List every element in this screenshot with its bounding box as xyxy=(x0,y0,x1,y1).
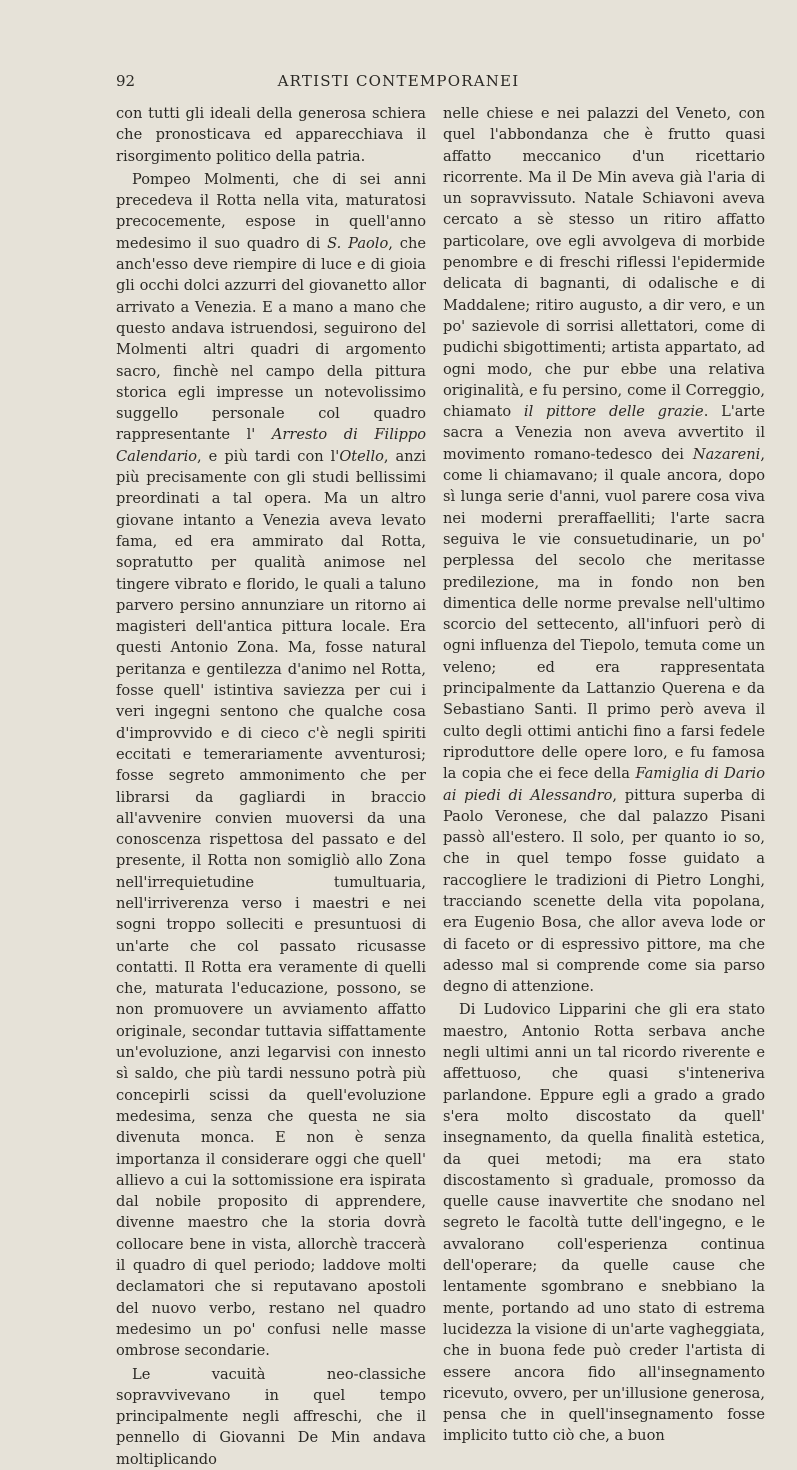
paragraph: con tutti gli ideali della generosa schiera che pronosticava ed apparecchiava il risorgimento politico della patria. xyxy=(116,105,426,165)
text-run: , pittura superba di Paolo Veronese, che dal palazzo Pisani passò all'estero. Il solo, per quanto io so, che in quel tempo fosse guidato a raccogliere le tradizioni di Pietro Longhi, tracciando scenette della vita popolana, era Eugenio Bosa, che allor aveva lode or di faceto or di espressivo pittore, ma che adesso mal si comprende come sia parso degno di attenzione. xyxy=(443,786,765,996)
paragraph xyxy=(116,169,426,1362)
paragraph: Di Ludovico Lipparini che gli era stato maestro, Antonio Rotta serbava anche negli ultimi anni un tal ricordo riverente e affettuoso, che quasi s'inteneriva parlandone. Eppure egli a grado a grado s'era molto discostato da quell' insegnamento, da quella finalità estetica, da quei metodi; ma era stato discostamento sì graduale, promosso da quelle cause inavvertite che snodano nel segreto le facoltà tutte dell'ingegno, e le avvalorano coll'esperienza continua dell'operare; da quelle cause che lentamente sgombrano e snebbiano la mente, portando ad uno stato di estrema lucidezza la visione di un'arte vagheggiata, che in buona fede può creder l'artista di essere ancora fido all'insegnamento ricevuto, ovvero, per un'illusione generosa, pensa che in quell'insegnamento fosse implicito tutto ciò che, a buon xyxy=(443,1001,765,1445)
page-number: 92 xyxy=(116,72,136,90)
paragraph: Le vacuità neo-classiche sopravvivevano in quel tempo principalmente negli affreschi, che il pennello di Giovanni De Min andava moltiplicando xyxy=(116,1365,426,1468)
paragraph xyxy=(443,103,765,997)
italic-title: Arresto di Filippo Calendario xyxy=(116,426,427,465)
text-run: Pompeo Molmenti, che di sei anni precedeva il Rotta nella vita, maturatosi precocemente, espose in quell'anno medesimo il suo quadro di xyxy=(116,170,426,252)
italic-title: Otello xyxy=(339,447,384,465)
right-text-column xyxy=(443,103,765,1447)
text-run: . L'arte sacra a Venezia non aveva avvertito il movimento romano-tedesco dei xyxy=(443,403,765,463)
italic-title: Famiglia di Dario ai piedi di Alessandro xyxy=(443,765,766,804)
italic-title: Nazareni xyxy=(692,445,761,463)
page-header xyxy=(0,72,797,96)
text-run: , come li chiamavano; il quale ancora, dopo sì lunga serie d'anni, vuol parere cosa viva nei moderni preraffaelliti; l'arte sacra seguiva le vie consuetudinarie, un po' perplessa del secolo che meritasse predilezione, ma in fondo non ben dimentica delle norme prevalse nell'ultimo scorcio del settecento, all'infuori però di ogni influenza del Tiepolo, temuta come un veleno; ed era rappresentata principalmente da Lattanzio Querena e da Sebastiano Santi. Il primo però aveva il culto degli ottimi antichi fino a farsi fedele riproduttore delle opere loro, e fu famosa la copia che ei fece della xyxy=(443,445,765,783)
italic-title: il pittore delle grazie xyxy=(523,403,704,421)
running-title: ARTISTI CONTEMPORANEI xyxy=(277,72,520,90)
left-text-column xyxy=(116,103,426,1470)
text-run: nelle chiese e nei palazzi del Veneto, con quel l'abbondanza che è frutto quasi affatto meccanico d'un ricettario ricorrente. Ma il De Min aveva già l'aria di un sopravvissuto. Natale Schiavoni aveva cercato a sè stesso un ritiro affatto particolare, ove egli avvolgeva di morbide penombre e di freschi riflessi l'epidermide delicata di bagnanti, di odalische e di Maddalene; ritiro augusto, a dir vero, e un po' sazievole di sorrisi allettatori, come di pudichi sbigottimenti; artista appartato, ad ogni modo, che pur ebbe una relativa originalità, e fu persino, come il Correggio, chiamato xyxy=(443,105,765,421)
text-run: , anzi più precisamente con gli studi bellissimi preordinati a tal opera. Ma un altro giovane intanto a Venezia aveva levato fama, ed era ammirato dal Rotta, sopratutto per qualità animose nel tingere vibrato e florido, le quali a taluno parvero persino annunziare un ritorno ai magisteri dell'antica pittura locale. Era questi Antonio Zona. Ma, fosse natural peritanza e gentilezza d'animo nel Rotta, fosse quell' istintiva saviezza per cui i veri ingegni sentono che qualche cosa d'improvvido e di cieco c'è negli spiriti eccitati e temerariamente avventurosi; fosse segreto ammonimento che per librarsi da gagliardi in braccio all'avvenire convien muoversi da una conoscenza rispettosa del passato e del presente, il Rotta non somigliò allo Zona nell'irrequietudine tumultuaria, nell'irriverenza verso i maestri e nei sogni troppo solleciti e presuntuosi di un'arte che col passato ricusasse contatti. Il Rotta era veramente di quelli che, maturata l'educazione, possono, se non promuovere un avviamento affatto originale, secondar tuttavia siffattamente un'evoluzione, anzi legarvisi con innesto sì saldo, che più tardi nessuno potrà più concepirli scissi da quell'evoluzione medesima, senza che questa ne sia divenuta monca. E non è senza importanza il considerare oggi che quell' allievo a cui la sottomissione era ispirata dal nobile proposito di apprendere, divenne maestro che la storia dovrà collocare bene in vista, allorchè traccerà il quadro di quel periodo; laddove molti declamatori che si reputavano apostoli del nuovo verbo, restano nel quadro medesimo un po' confusi nelle masse ombrose secondarie. xyxy=(116,447,426,1360)
text-run: , e più tardi con l' xyxy=(197,447,340,465)
text-run: , che anch'esso deve riempire di luce e di gioia gli occhi dolci azzurri del giovanetto allor arrivato a Venezia. E a mano a mano che questo andava istruendosi, seguirono del Molmenti altri quadri di argomento sacro, finchè nel campo della pittura storica egli impresse un notevolissimo suggello personale col quadro rappresentante l' xyxy=(116,234,426,444)
italic-title: S. Paolo xyxy=(327,234,389,252)
